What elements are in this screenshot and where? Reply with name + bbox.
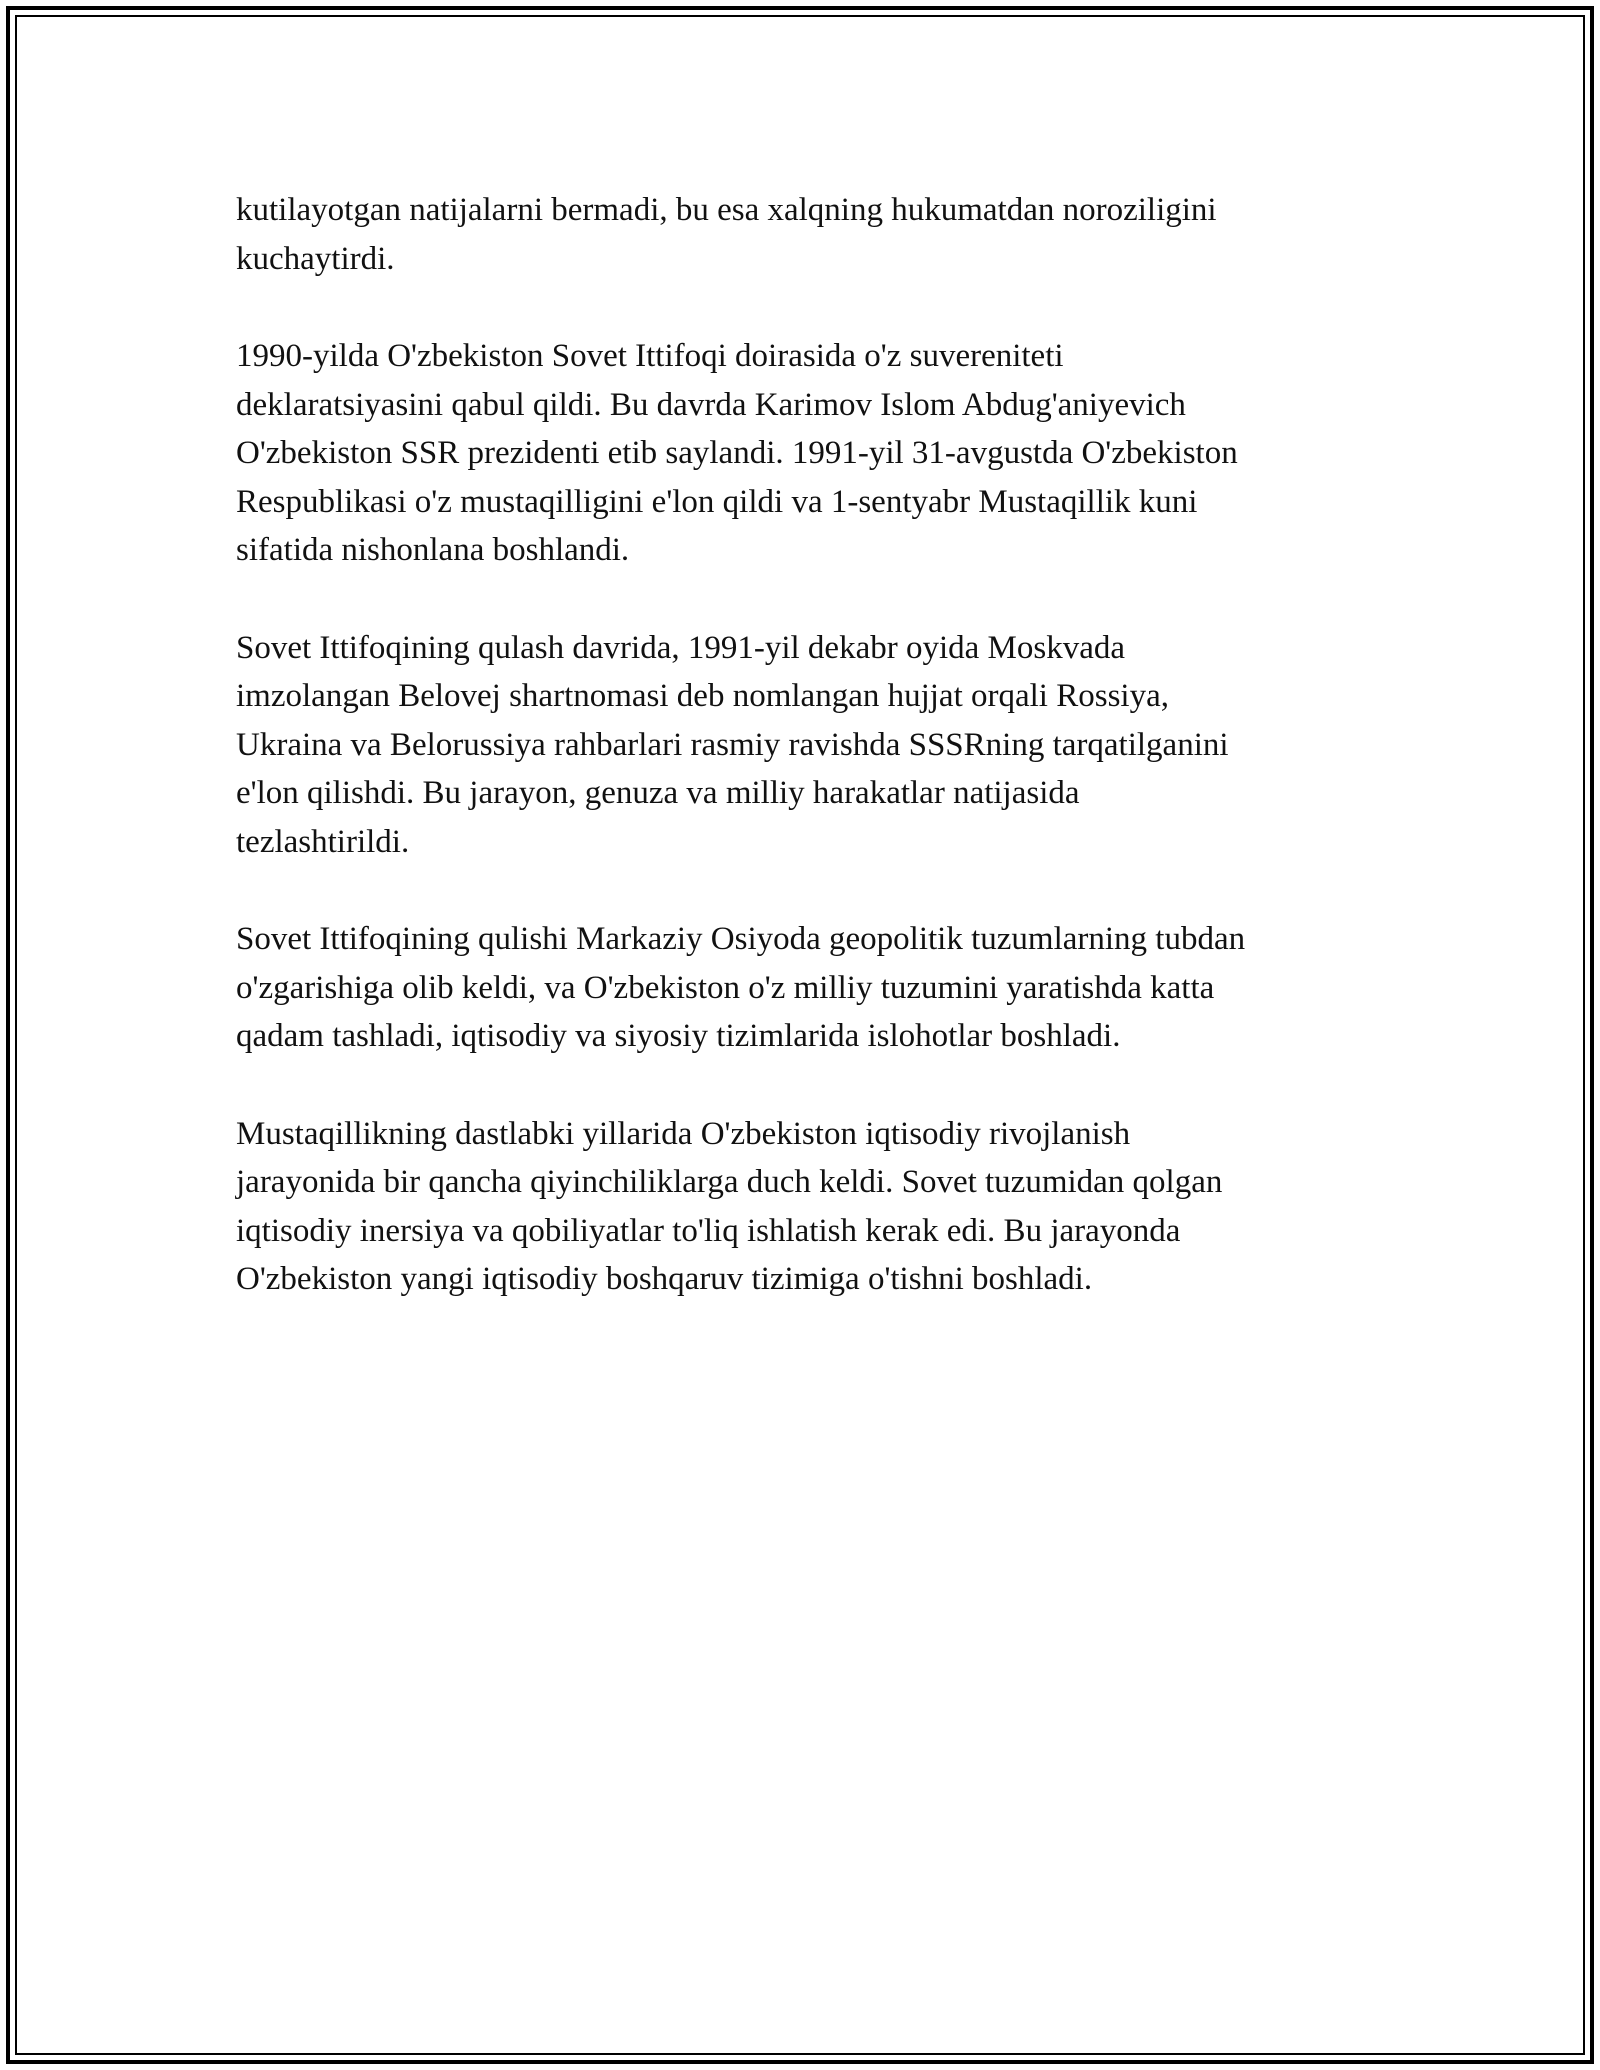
paragraph-4: Sovet Ittifoqining qulishi Markaziy Osiyoda geopolitik tuzumlarning tubdan o'zgarishiga olib keldi, va O'zbekiston o'z milliy tuzumini yaratishda katta qadam tashladi, iqtisodiy va siyosiy tizimlarida islohotlar boshladi.	[236, 921, 1246, 1054]
paragraph-5: Mustaqillikning dastlabki yillarida O'zbekiston iqtisodiy rivojlanish jarayonida bir qancha qiyinchiliklarga duch keldi. Sovet tuzumidan qolgan iqtisodiy inersiya va qobiliyatlar to'liq ishlatish kerak edi. Bu jarayonda O'zbekiston yangi iqtisodiy boshqaruv tizimiga o'tishni boshladi.	[236, 1115, 1223, 1297]
document-body	[236, 186, 1366, 1353]
paragraph-3: Sovet Ittifoqining qulash davrida, 1991-yil dekabr oyida Moskvada imzolangan Belovej shartnomasi deb nomlangan hujjat orqali Rossiya, Ukraina va Belorussiya rahbarlari rasmiy ravishda SSSRning tarqatilganini e'lon qilishdi. Bu jarayon, genuza va milliy harakatlar natijasida tezlashtirildi.	[236, 629, 1229, 860]
paragraph-1: kutilayotgan natijalarni bermadi, bu esa xalqning hukumatdan noroziligini kuchaytirdi.	[236, 192, 1217, 277]
paragraph-2: 1990-yilda O'zbekiston Sovet Ittifoqi doirasida o'z suvereniteti deklaratsiyasini qabul qildi. Bu davrda Karimov Islom Abdug'aniyevich O'zbekiston SSR prezidenti etib saylandi. 1991-yil 31-avgustda O'zbekiston Respublikasi o'z mustaqilligini e'lon qildi va 1-sentyabr Mustaqillik kuni sifatida nishonlana boshlandi.	[236, 338, 1238, 568]
